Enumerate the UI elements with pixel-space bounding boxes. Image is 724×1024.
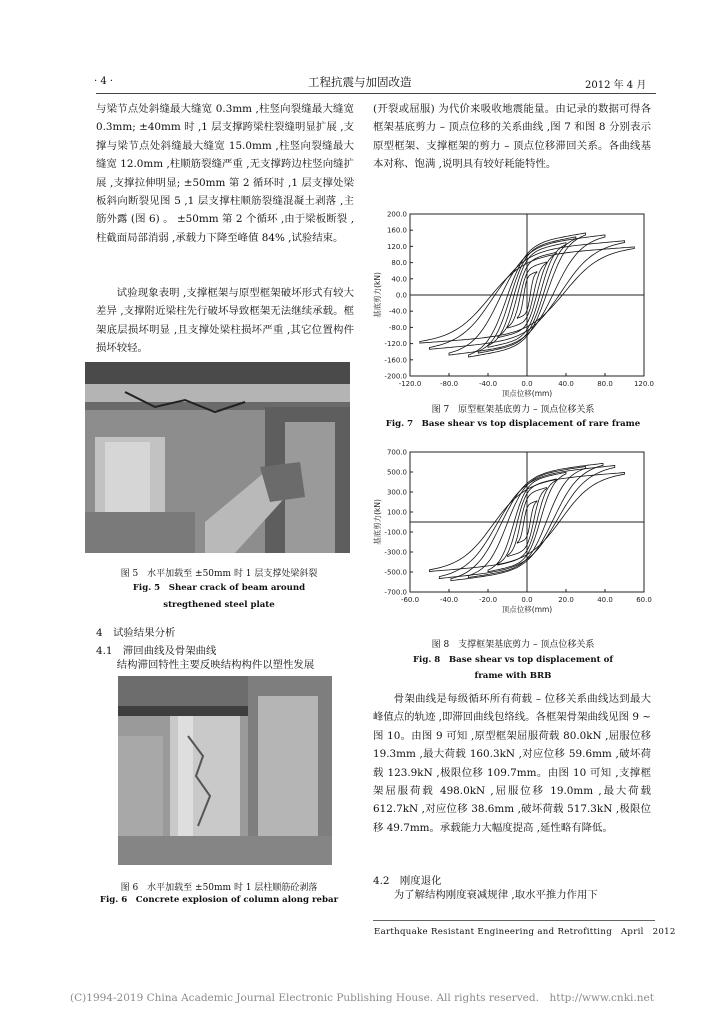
journal-title: 工程抗震与加固改造 <box>308 75 412 89</box>
left-paragraph-1: 与梁节点处斜缝最大缝宽 0.3mm ,柱竖向裂缝最大缝宽 0.3mm; ±40mm 时 ,1 层支撑跨梁柱裂缝明显扩展 ,支撑与梁节点处斜缝最大缝宽 15.0mm ,柱竖向裂缝最大缝宽 12.0mm ,柱顺筋裂缝严重 ,无支撑跨边柱竖向缝扩展 ,支撑拉伸明显; ±50mm 第 2 循环时 ,1 层支撑处梁板斜向断裂见图 5 ,1 层支撑柱顺筋裂缝混凝土剥落 ,主筋外露 (图 6) 。 ±50mm 第 2 个循环 ,由于梁板断裂 ,柱截面局部消弱 ,承载力下降至峰值 84% ,试验结束。 <box>96 103 354 244</box>
left-paragraph-2: 试验现象表明 ,支撑框架与原型框架破坏形式有较大差异 ,支撑附近梁柱先行破坏导致框架无法继续承载。框架底层损坏明显 ,且支撑处梁柱损坏严重 ,其它位置构件损坏较轻。 <box>96 287 354 355</box>
y-tick-label: -500.0 <box>384 568 407 577</box>
right-paragraph-2: 骨架曲线是每级循环所有荷载 – 位移关系曲线达到最大峰值点的轨迹 ,即滞回曲线包络线。各框架骨架曲线见图 9 ~ 图 10。由图 9 可知 ,原型框架屈服荷载 80.0kN ,屈服位移 19.3mm ,最大荷载 160.3kN ,对应位移 59.6mm ,破坏荷载 123.9kN ,极限位移 109.7mm。由图 10 可知 ,支撑框架屈服荷载 498.0kN ,屈服位移 19.0mm ,最大荷载 612.7kN ,对应位移 38.6mm ,破坏荷载 517.3kN ,极限位移 49.7mm。承载能力大幅度提高 ,延性略有降低。 <box>373 693 651 834</box>
x-tick-label: -20.0 <box>478 596 498 604</box>
issue-date: 2012 年 4 月 <box>585 80 647 91</box>
y-tick-label: 0.0 <box>395 291 407 300</box>
y-tick-label: 120.0 <box>386 242 407 251</box>
footer-journal-en: Earthquake Resistant Engineering and Retrofitting April 2012 <box>374 927 676 937</box>
y-tick-label: 700.0 <box>386 448 407 457</box>
x-tick-label: -60.0 <box>400 596 420 604</box>
y-tick-label: 500.0 <box>386 468 407 477</box>
y-tick-label: 40.0 <box>391 275 407 284</box>
y-tick-label: -160.0 <box>384 356 407 365</box>
x-tick-label: 0.0 <box>521 596 533 604</box>
section-4-heading: 4 试验结果分析 <box>96 627 176 639</box>
x-tick-label: -40.0 <box>478 380 498 388</box>
fig7-chart <box>373 208 655 398</box>
y-tick-label: -120.0 <box>384 340 407 349</box>
x-axis-label: 顶点位移(mm) <box>501 389 553 398</box>
fig5-caption-cn: 图 5 水平加载至 ±50mm 时 1 层支撑处梁斜裂 <box>120 569 318 579</box>
y-tick-label: 200.0 <box>386 210 407 219</box>
right-paragraph-1: (开裂或屈服) 为代价来吸收地震能量。由记录的数据可得各框架基底剪力 – 顶点位移的关系曲线 ,图 7 和图 8 分别表示原型框架、支撑框架的剪力 – 顶点位移滞回关系。各曲线基本对称、饱满 ,说明具有较好耗能特性。 <box>373 103 651 171</box>
y-axis-label: 基底剪力(kN) <box>373 272 382 318</box>
y-tick-label: 300.0 <box>386 488 407 497</box>
fig5-photo <box>85 362 350 553</box>
x-tick-label: 120.0 <box>633 380 655 388</box>
x-tick-label: -40.0 <box>439 596 459 604</box>
fig6-photo <box>118 676 332 865</box>
fig6-caption-en: Fig. 6 Concrete explosion of column along rebar <box>99 895 339 905</box>
fig7-caption-cn: 图 7 原型框架基底剪力 – 顶点位移关系 <box>431 405 595 415</box>
section-4-1-heading: 4.1 滞回曲线及骨架曲线 <box>96 645 217 657</box>
x-tick-label: 60.0 <box>636 596 652 604</box>
section-4-2-heading: 4.2 刚度退化 <box>373 875 442 887</box>
y-tick-label: -200.0 <box>384 372 407 381</box>
y-tick-label: -40.0 <box>388 307 407 316</box>
fig8-chart <box>374 446 652 630</box>
fig8-caption-en-2: frame with BRB <box>474 671 552 681</box>
fig8-caption-cn: 图 8 支撑框架基底剪力 – 顶点位移关系 <box>431 640 595 650</box>
header-rule <box>96 93 656 94</box>
left-paragraph-3: 结构滞回特性主要反映结构构件以塑性发展 <box>116 659 315 671</box>
y-tick-label: -100.0 <box>384 528 407 537</box>
copyright-watermark: (C)1994-2019 China Academic Journal Electronic Publishing House. All rights reserved. http://www.cnki.net <box>70 992 654 1004</box>
x-tick-label: 40.0 <box>597 596 613 604</box>
y-tick-label: 80.0 <box>391 259 407 268</box>
fig6-caption-cn: 图 6 水平加载至 ±50mm 时 1 层柱顺筋砼剥落 <box>120 883 318 893</box>
x-tick-label: 0.0 <box>521 380 533 388</box>
y-tick-label: 100.0 <box>386 508 407 517</box>
y-tick-label: -700.0 <box>384 588 407 597</box>
fig8-caption-en-1: Fig. 8 Base shear vs top displacement of <box>412 655 614 665</box>
page-number: · 4 · <box>94 76 114 87</box>
footer-rule <box>373 920 655 921</box>
x-tick-label: 40.0 <box>558 380 574 388</box>
y-tick-label: -80.0 <box>388 323 407 332</box>
fig5-caption-en-1: Fig. 5 Shear crack of beam around <box>132 583 306 593</box>
fig5-caption-en-2: stregthened steel plate <box>163 600 275 610</box>
x-tick-label: 20.0 <box>558 596 574 604</box>
x-tick-label: -120.0 <box>398 380 422 388</box>
y-tick-label: 160.0 <box>386 226 407 235</box>
x-axis-label: 顶点位移(mm) <box>501 605 553 614</box>
fig7-caption-en: Fig. 7 Base shear vs top displacement of rare frame <box>385 419 641 429</box>
y-tick-label: -300.0 <box>384 548 407 557</box>
right-paragraph-3: 为了解结构刚度衰减规律 ,取水平推力作用下 <box>393 889 598 901</box>
x-tick-label: 80.0 <box>597 380 613 388</box>
y-axis-label: 基底剪力(kN) <box>373 499 382 545</box>
x-tick-label: -80.0 <box>439 380 459 388</box>
